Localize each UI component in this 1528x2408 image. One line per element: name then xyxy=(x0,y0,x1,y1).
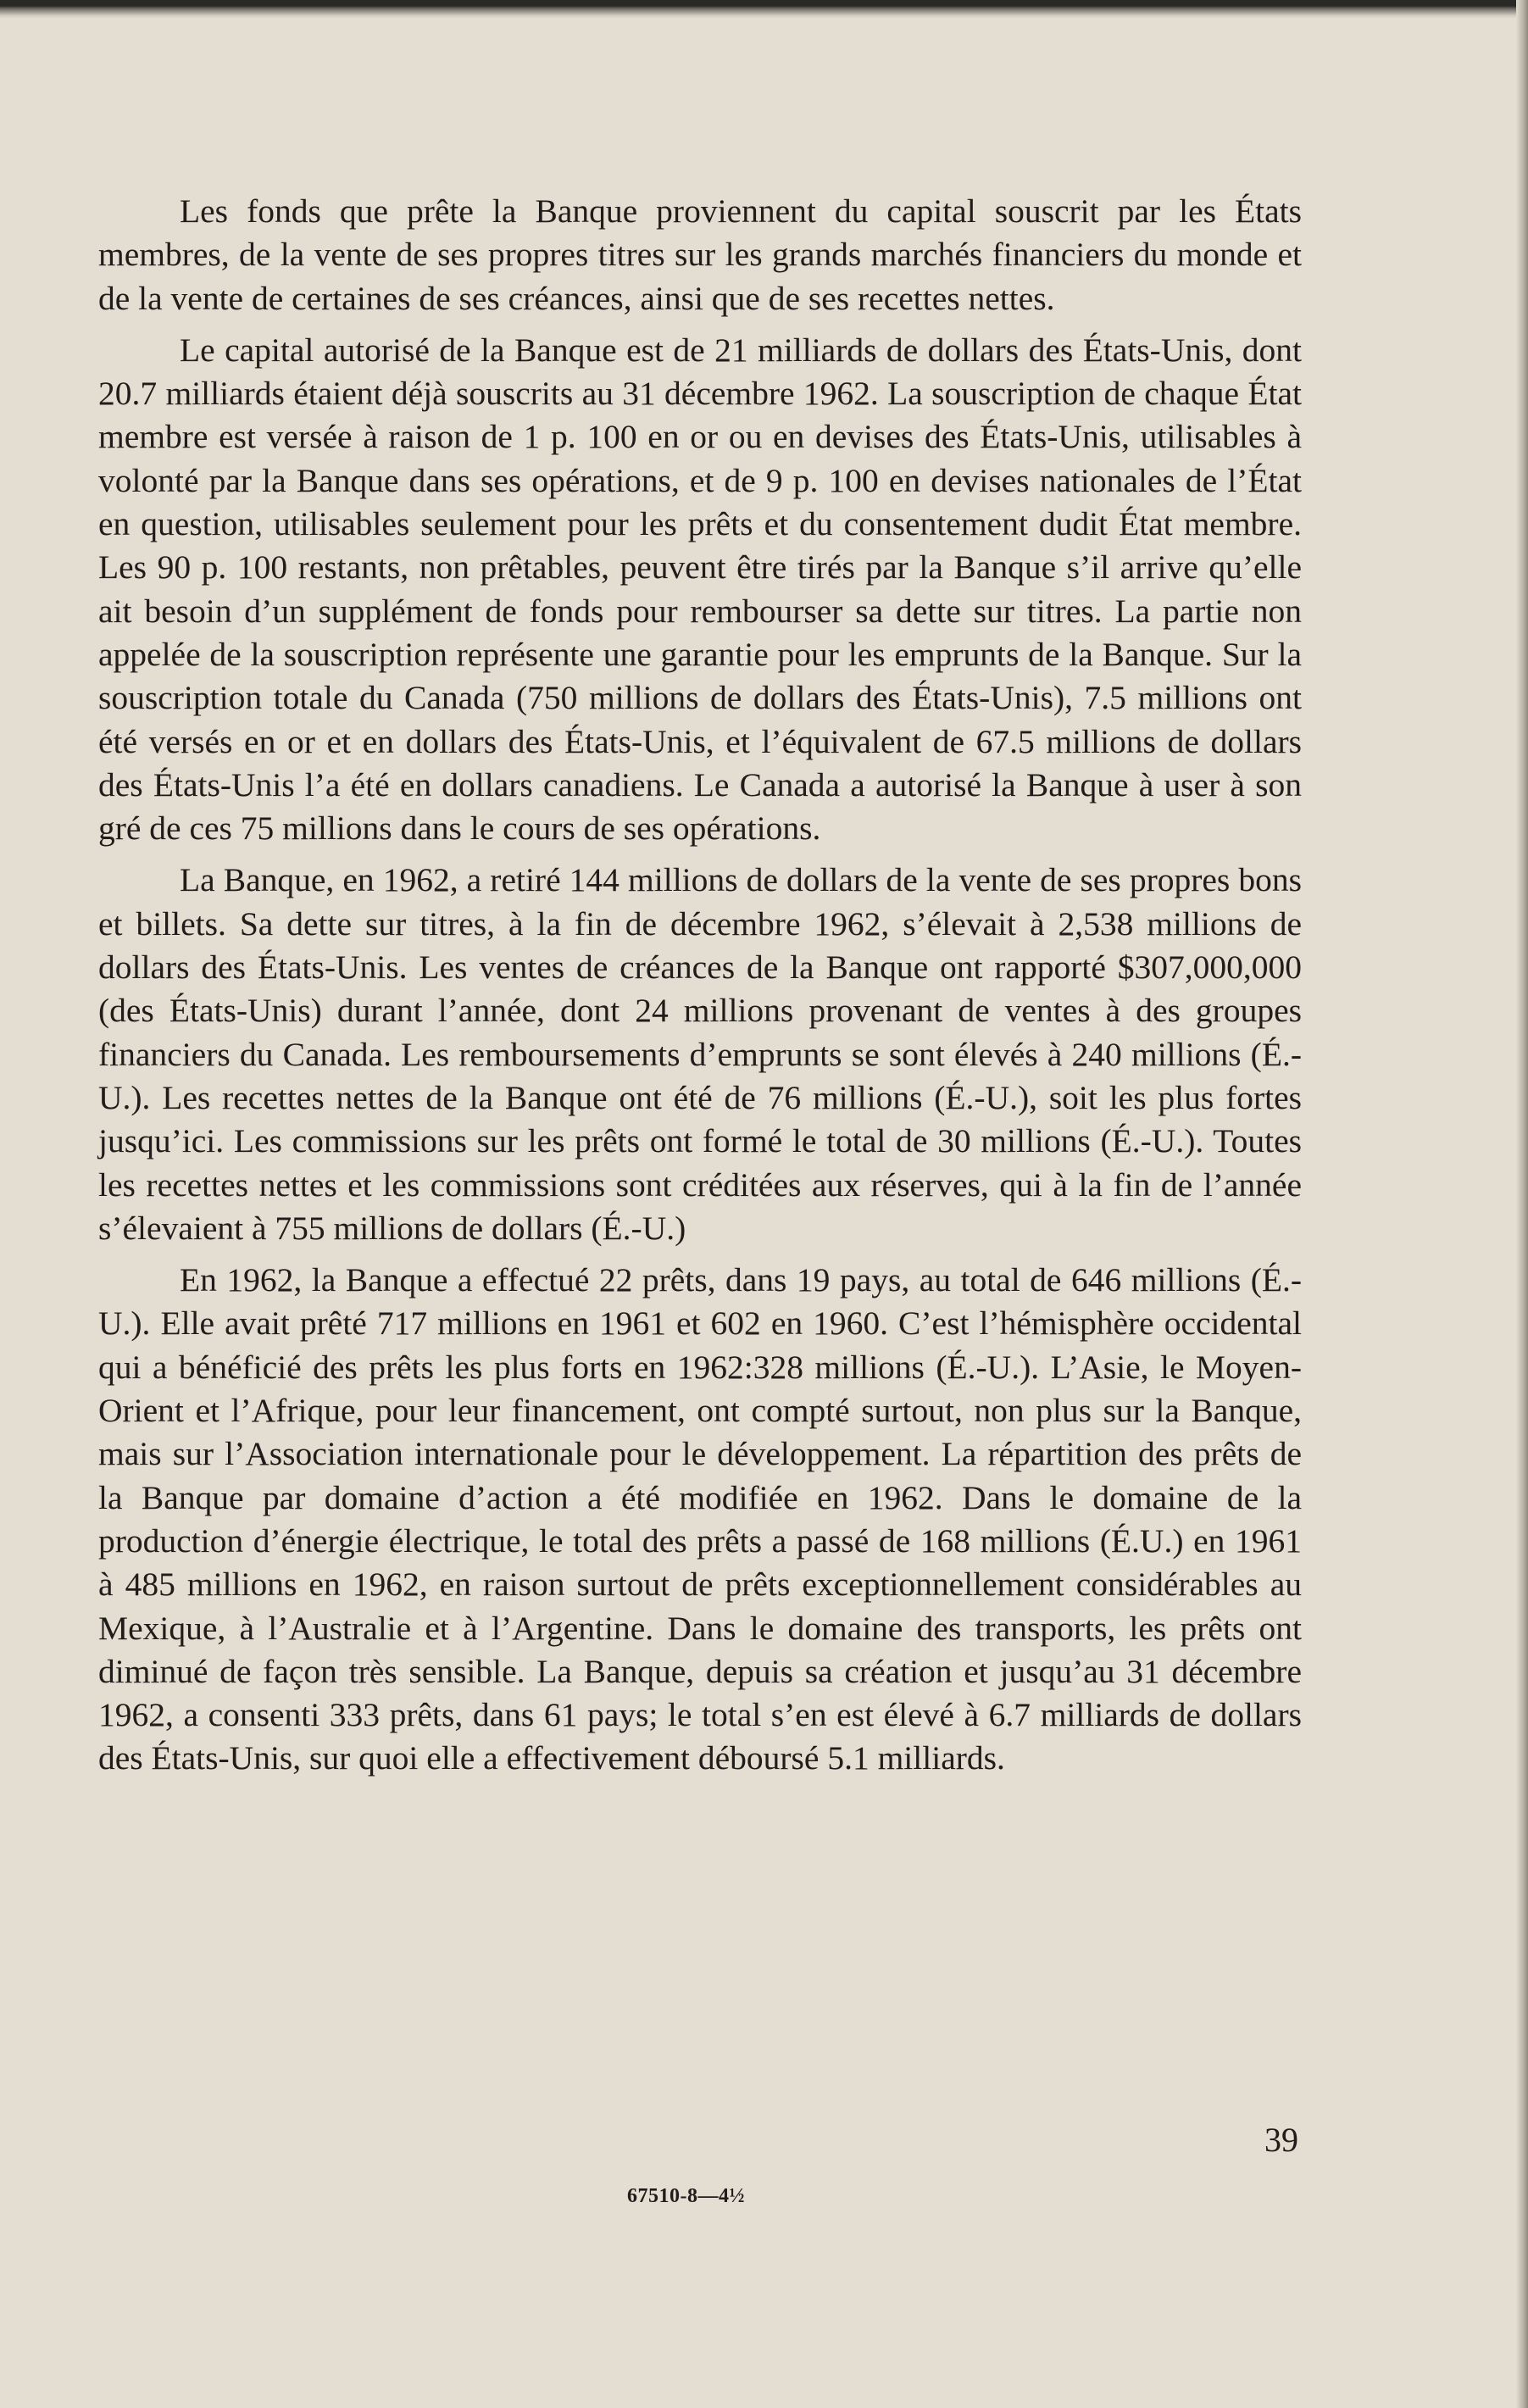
paragraph-authorized-capital: Le capital autorisé de la Banque est de 21 milliards de dollars des États-Unis, dont 20.7 milliards étaient déjà souscrits au 31 décembre 1962. La souscription de chaque État membre est versée à raison de 1 p. 100 en or ou en devises des États-Unis, utilisables à volonté par la Banque dans ses opérations, et de 9 p. 100 en devises nationales de l’État en question, utilisables seulement pour les prêts et du consentement dudit État membre. Les 90 p. 100 restants, non prêtables, peuvent être tirés par la Banque s’il arrive qu’elle ait besoin d’un supplément de fonds pour rembourser sa dette sur titres. La partie non appelée de la souscription représente une garantie pour les emprunts de la Banque. Sur la souscription totale du Canada (750 millions de dollars des États-Unis), 7.5 millions ont été versés en or et en dollars des États-Unis, et l’équivalent de 67.5 millions de dollars des États-Unis l’a été en dollars canadiens. Le Canada a autorisé la Banque à user à son gré de ces 75 millions dans le cours de ses opérations. xyxy=(98,331,1302,848)
paragraph-funding-sources: Les fonds que prête la Banque proviennent du capital souscrit par les États membres, de la vente de ses propres titres sur les grands marchés financiers du monde et de la vente de certaines de ses créances, ainsi que de ses recettes nettes. xyxy=(98,192,1302,317)
page-right-edge xyxy=(1516,0,1528,2408)
page-number: 39 xyxy=(1264,2121,1298,2159)
body-text xyxy=(98,190,1302,1781)
paragraph-bonds-and-revenue: La Banque, en 1962, a retiré 144 millions de dollars de la vente de ses propres bons et billets. Sa dette sur titres, à la fin de décembre 1962, s’élevait à 2,538 millions de dollars des États-Unis. Les ventes de créances de la Banque ont rapporté $307,000,000 (des États-Unis) durant l’année, dont 24 millions provenant de ventes à des groupes financiers du Canada. Les remboursements d’emprunts se sont élevés à 240 millions (É.-U.). Les recettes nettes de la Banque ont été de 76 millions (É.-U.), soit les plus fortes jusqu’ici. Les commissions sur les prêts ont formé le total de 30 millions (É.-U.). Toutes les recettes nettes et les commissions sont créditées aux réserves, qui à la fin de l’année s’élevaient à 755 millions de dollars (É.-U.) xyxy=(98,861,1302,1247)
page-top-edge xyxy=(0,0,1528,19)
paragraph-loans-1962: En 1962, la Banque a effectué 22 prêts, dans 19 pays, au total de 646 millions (É.-U.). Elle avait prêté 717 millions en 1961 et 602 en 1960. C’est l’hémisphère occidental qui a bénéficié des prêts les plus forts en 1962:328 millions (É.-U.). L’Asie, le Moyen-Orient et l’Afrique, pour leur financement, ont compté surtout, non plus sur la Banque, mais sur l’Association internationale pour le développement. La répartition des prêts de la Banque par domaine d’action a été modifiée en 1962. Dans le domaine de la production d’énergie électrique, le total des prêts a passé de 168 millions (É.U.) en 1961 à 485 millions en 1962, en raison surtout de prêts exceptionnellement considérables au Mexique, à l’Australie et à l’Argentine. Dans le domaine des transports, les prêts ont diminué de façon très sensible. La Banque, depuis sa création et jusqu’au 31 décembre 1962, a consenti 333 prêts, dans 61 pays; le total s’en est élevé à 6.7 milliards de dollars des États-Unis, sur quoi elle a effectivement déboursé 5.1 milliards. xyxy=(98,1261,1302,1777)
print-code: 67510-8—4½ xyxy=(627,2185,745,2207)
